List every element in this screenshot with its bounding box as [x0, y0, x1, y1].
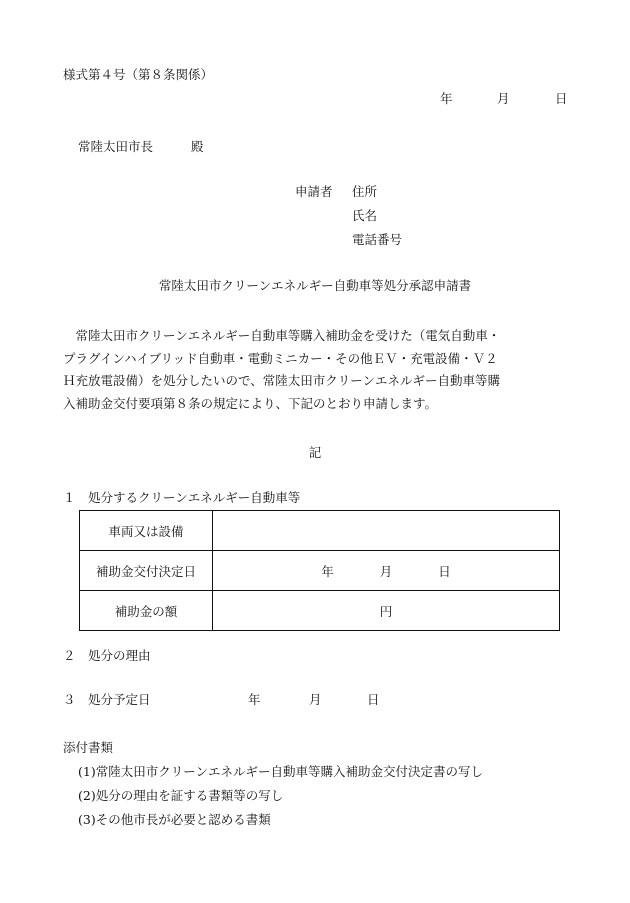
body-line: 常陸太田市クリーンエネルギー自動車等購入補助金を受けた（電気自動車・ [63, 328, 501, 343]
document-title: 常陸太田市クリーンエネルギー自動車等処分承認申請書 [158, 278, 472, 293]
body-line: Ｈ充放電設備）を処分したいので、常陸太田市クリーンエネルギー自動車等購 [63, 373, 501, 388]
decision-date-label-cell: 補助金交付決定日 [80, 551, 213, 591]
addressee-name: 常陸太田市長 [78, 139, 154, 154]
ki-marker: 記 [308, 445, 322, 460]
vehicle-value-cell[interactable] [213, 511, 560, 551]
attachments-heading: 添付書類 [63, 740, 114, 755]
date-year-label: 年 [440, 91, 453, 106]
subsidy-amount-label-cell: 補助金の額 [80, 591, 213, 631]
item2-heading: ２ 処分の理由 [63, 648, 151, 663]
applicant-phone-label: 電話番号 [352, 232, 403, 247]
item1-heading: １ 処分するクリーンエネルギー自動車等 [63, 490, 301, 505]
disposal-month-label: 月 [309, 692, 322, 707]
date-day-label: 日 [555, 91, 568, 106]
decision-month-label: 月 [379, 563, 393, 579]
attachment-item: (1)常陸太田市クリーンエネルギー自動車等購入補助金交付決定書の写し [78, 764, 483, 779]
body-paragraph [63, 325, 583, 415]
attachment-item: (3)その他市長が必要と認める書類 [78, 812, 271, 827]
applicant-name-label: 氏名 [352, 208, 378, 223]
applicant-label: 申請者 [295, 184, 333, 199]
table-row [80, 551, 560, 591]
form-number: 様式第４号（第８条関係） [63, 67, 214, 82]
disposal-day-label: 日 [367, 692, 380, 707]
table-row [80, 511, 560, 551]
attachment-item: (2)処分の理由を証する書類等の写し [78, 788, 284, 803]
vehicle-table [79, 510, 560, 631]
item3-heading: ３ 処分予定日 [63, 692, 151, 707]
body-line: 入補助金交付要項第８条の規定により、下記のとおり申請します。 [63, 395, 438, 411]
addressee-suffix: 殿 [191, 139, 204, 154]
subsidy-amount-value-cell[interactable]: 円 [213, 591, 560, 631]
decision-date-value-cell[interactable] [213, 551, 560, 591]
date-month-label: 月 [497, 91, 510, 106]
table-row [80, 591, 560, 631]
applicant-address-label: 住所 [352, 184, 378, 199]
decision-year-label: 年 [321, 563, 334, 579]
disposal-year-label: 年 [248, 692, 261, 707]
vehicle-label-cell: 車両又は設備 [80, 511, 213, 551]
decision-day-label: 日 [438, 563, 451, 579]
body-line: プラグインハイブリッド自動車・電動ミニカー・その他ＥＶ・充電設備・Ｖ２ [63, 350, 498, 366]
